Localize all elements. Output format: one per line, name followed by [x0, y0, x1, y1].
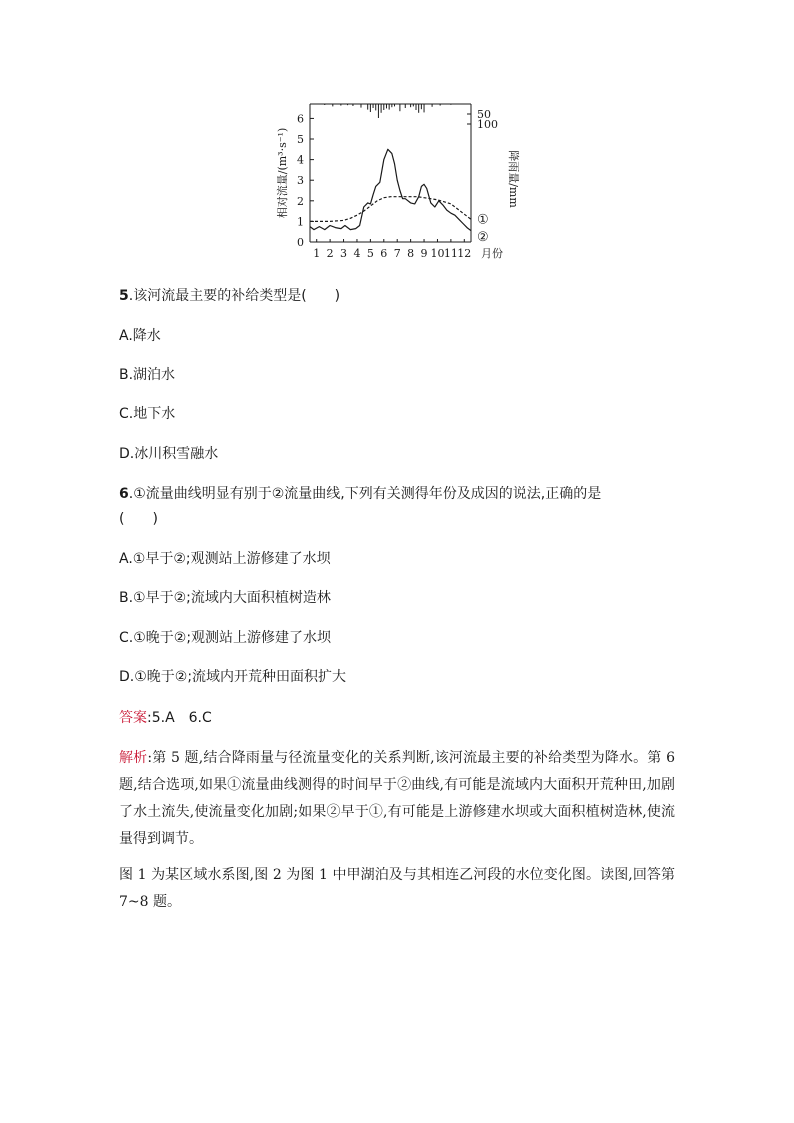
chart-svg	[270, 96, 530, 272]
option-6c[interactable]: C.①晚于②;观测站上游修建了水坝	[119, 630, 332, 646]
curve-label-2: ②	[477, 229, 489, 245]
y-tick-label: 3	[297, 174, 304, 188]
question-stem: .①流量曲线明显有别于②流量曲线,下列有关测得年份及成因的说法,正确的是	[128, 486, 602, 502]
y-tick-label: 4	[297, 153, 304, 167]
y2-tick-label: 50	[477, 108, 491, 121]
option-5a[interactable]: A.降水	[119, 328, 161, 344]
x-tick-label: 11	[443, 247, 458, 260]
analysis-label: 解析	[119, 750, 148, 766]
x-unit-label: 月份	[481, 247, 503, 260]
y-tick-label: 6	[297, 112, 304, 126]
y-tick-label: 5	[297, 133, 304, 147]
river-flow-chart	[270, 96, 530, 272]
y-tick-label: 0	[297, 236, 304, 249]
x-tick-label: 9	[420, 247, 428, 260]
x-tick-label: 2	[326, 247, 334, 260]
option-6d[interactable]: D.①晚于②;流域内开荒种田面积扩大	[119, 669, 347, 685]
chart-axes	[310, 104, 471, 242]
series-2-solid-line	[310, 149, 471, 230]
y2-axis-title: 降雨量/mm	[507, 150, 520, 208]
question-number: 6	[119, 486, 129, 502]
option-5c[interactable]: C.地下水	[119, 406, 176, 422]
x-tick-label: 7	[393, 247, 401, 260]
x-tick-label: 5	[366, 247, 374, 260]
option-5d[interactable]: D.冰川积雪融水	[119, 446, 219, 462]
curve-label-1: ①	[477, 212, 489, 228]
x-tick-label: 4	[353, 247, 361, 260]
x-tick-label: 10	[430, 247, 445, 260]
question-6-stem-cont: ( )	[119, 511, 158, 527]
x-tick-label: 1	[313, 247, 321, 260]
y-axis-title: 相对流量/(m³·s⁻¹)	[276, 127, 289, 219]
answer-text: :5.A 6.C	[147, 710, 212, 726]
question-5	[119, 286, 340, 306]
x-tick-label: 12	[457, 247, 472, 260]
option-6a[interactable]: A.①早于②;观测站上游修建了水坝	[119, 551, 331, 567]
analysis-paragraph	[119, 745, 675, 853]
x-tick-label: 3	[340, 247, 348, 260]
answer-label: 答案	[119, 710, 147, 726]
y-tick-label: 2	[297, 194, 304, 208]
y-tick-label: 1	[297, 215, 304, 229]
question-6	[119, 484, 679, 504]
option-6b[interactable]: B.①早于②;流域内大面积植树造林	[119, 590, 331, 606]
series-1-dashed-line	[310, 197, 471, 222]
rainfall-bars	[325, 104, 451, 118]
flow-series	[310, 149, 471, 230]
question-number: 5	[119, 288, 129, 304]
analysis-text: :第 5 题,结合降雨量与径流量变化的关系判断,该河流最主要的补给类型为降水。第 6 题,结合选项,如果①流量曲线测得的时间早于②曲线,有可能是流域内大面积开荒种田,加剧了水土流失,使流量变化加剧;如果②早于①,有可能是上游修建水坝或大面积植树造林,使流量得到调节。	[119, 750, 675, 847]
option-5b[interactable]: B.湖泊水	[119, 367, 176, 383]
x-tick-label: 8	[407, 247, 415, 260]
y2-tick-label: 100	[477, 118, 498, 131]
x-tick-label: 6	[380, 247, 388, 260]
next-questions-intro: 图 1 为某区域水系图,图 2 为图 1 中甲湖泊及与其相连乙河段的水位变化图。读图,回答第 7~8 题。	[119, 867, 675, 910]
question-stem: .该河流最主要的补给类型是( )	[128, 288, 341, 304]
answer-line	[119, 708, 212, 728]
